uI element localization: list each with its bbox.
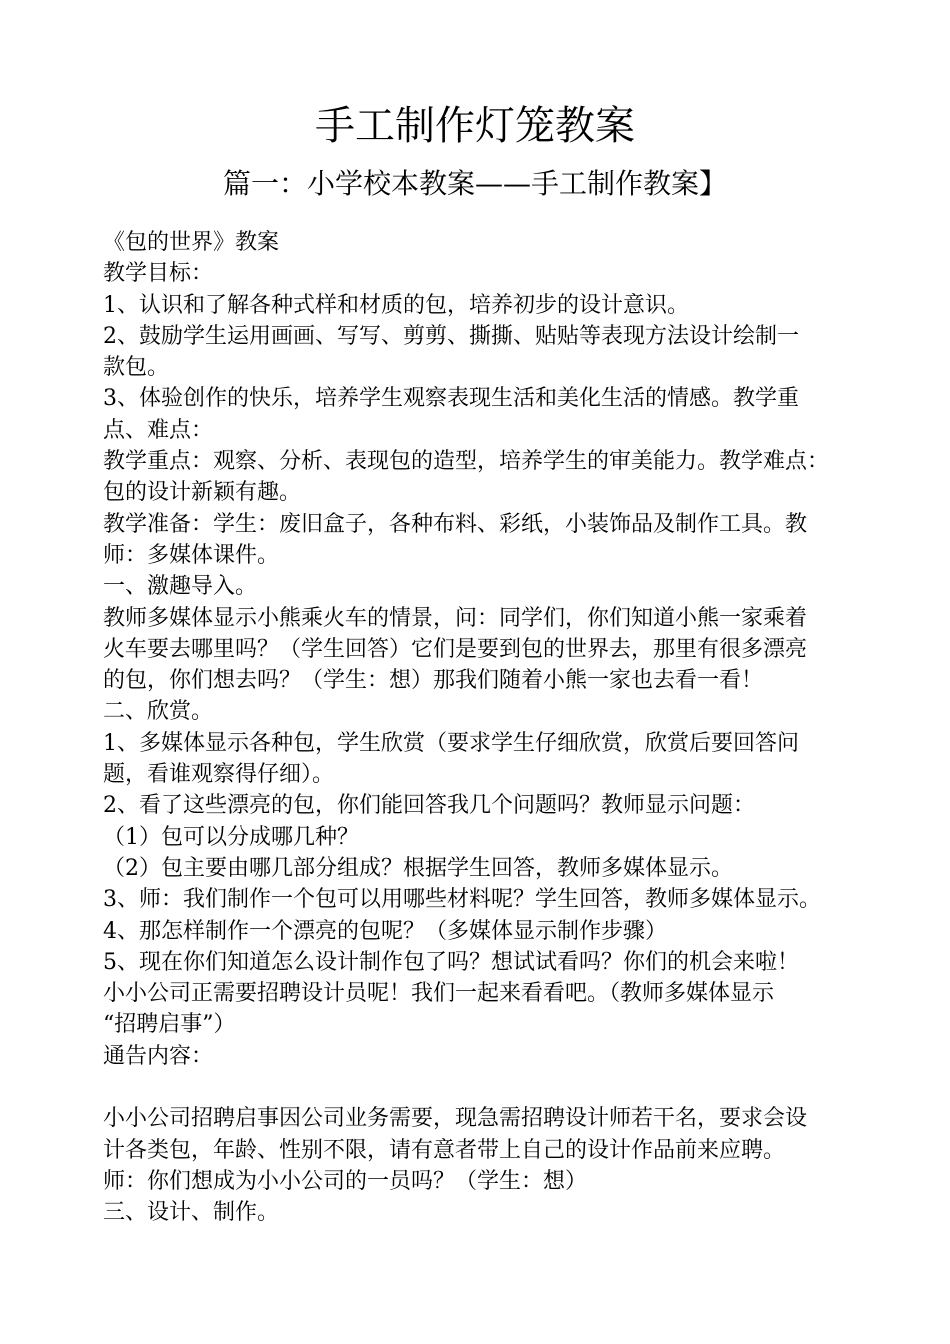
text-line: 5、现在你们知道怎么设计制作包了吗？想试试看吗？你们的机会来啦！: [103, 949, 799, 975]
text-line: 4、那怎样制作一个漂亮的包呢？（多媒体显示制作步骤）: [103, 918, 667, 944]
text-line: 小小公司招聘启事因公司业务需要，现急需招聘设计师若干名，要求会设: [103, 1106, 808, 1132]
text-line: 2、鼓励学生运用画画、写写、剪剪、撕撕、贴贴等表现方法设计绘制一: [103, 323, 799, 349]
text-line: 三、设计、制作。: [103, 1200, 280, 1226]
text-line: 题，看谁观察得仔细）。: [103, 762, 335, 788]
text-line: 计各类包，年龄、性别不限，请有意者带上自己的设计作品前来应聘。: [103, 1137, 786, 1163]
text-line: （1）包可以分成哪几种？: [103, 824, 359, 850]
text-line: 师：你们想成为小小公司的一员吗？（学生：想）: [103, 1168, 588, 1194]
text-line: （2）包主要由哪几部分组成？根据学生回答，教师多媒体显示。: [103, 855, 733, 881]
blank-line: [103, 1072, 873, 1103]
text-line: 小小公司正需要招聘设计员呢！我们一起来看看吧。（教师多媒体显示: [103, 981, 775, 1007]
text-line: “招聘启事”）: [103, 1012, 236, 1038]
text-line: 一、激趣导入。: [103, 574, 258, 600]
text-line: 二、欣赏。: [103, 699, 214, 725]
text-line: 教学重点：观察、分析、表现包的造型，培养学生的审美能力。教学难点：: [103, 449, 830, 475]
text-line: 的包，你们想去吗？（学生：想）那我们随着小熊一家也去看一看！: [103, 668, 764, 694]
text-line: 1、多媒体显示各种包，学生欣赏（要求学生仔细欣赏，欣赏后要回答问: [103, 730, 799, 756]
text-line: 款包。: [103, 355, 170, 381]
text-line: 点、难点：: [103, 417, 214, 443]
document-subtitle: 篇一：小学校本教案——手工制作教案】: [222, 167, 727, 200]
text-line: 3、体验创作的快乐，培养学生观察表现生活和美化生活的情感。教学重: [103, 386, 799, 412]
document-title: 手工制作灯笼教案: [315, 103, 635, 149]
text-line: 教学目标：: [103, 261, 214, 287]
text-line: 火车要去哪里吗？（学生回答）它们是要到包的世界去，那里有很多漂亮: [103, 636, 808, 662]
text-line: 教学准备：学生：废旧盒子，各种布料、彩纸，小装饰品及制作工具。教: [103, 511, 808, 537]
text-line: 2、看了这些漂亮的包，你们能回答我几个问题吗？教师显示问题：: [103, 793, 755, 819]
text-line: 教师多媒体显示小熊乘火车的情景，问：同学们，你们知道小熊一家乘着: [103, 605, 808, 631]
text-line: 《包的世界》教案: [103, 230, 280, 255]
text-line: 包的设计新颖有趣。: [103, 480, 302, 506]
text-line: 3、师：我们制作一个包可以用哪些材料呢？学生回答，教师多媒体显示。: [103, 887, 821, 913]
text-line: 1、认识和了解各种式样和材质的包，培养初步的设计意识。: [103, 292, 689, 318]
text-line: 通告内容：: [103, 1043, 214, 1069]
document-body: [103, 227, 873, 1229]
text-line: 师：多媒体课件。: [103, 542, 280, 568]
